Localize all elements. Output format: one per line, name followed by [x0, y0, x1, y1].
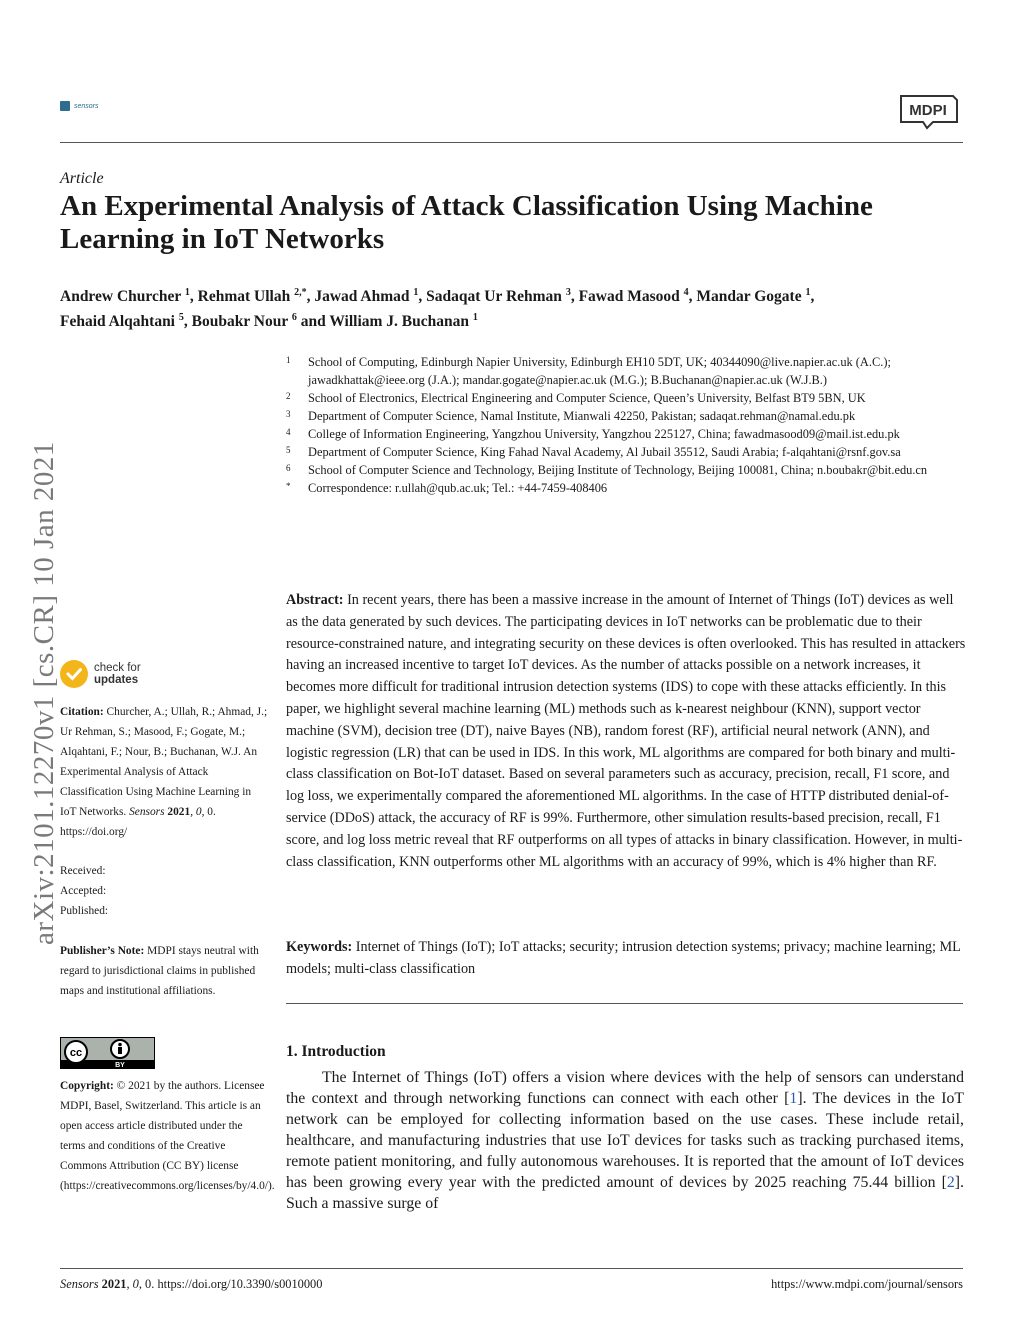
- affiliation-item: 3 Department of Computer Science, Namal Institute, Mianwali 42250, Pakistan; sadaqat.rehman@namal.edu.pk: [286, 409, 856, 423]
- citation-link[interactable]: 2: [946, 1174, 955, 1191]
- author: Sadaqat Ur Rehman $^3$,: [426, 287, 579, 306]
- footer-journal-link[interactable]: https://www.mdpi.com/journal/sensors: [771, 1277, 963, 1291]
- affiliation-item: 4 College of Information Engineering, Yangzhou University, Yangzhou 225127, China; fawadmasood09@mail.ist.edu.pk: [286, 427, 900, 441]
- citation-link[interactable]: 1: [789, 1090, 798, 1107]
- footer-divider: [60, 1268, 963, 1269]
- keywords-label: Keywords:: [286, 939, 353, 955]
- author: Boubakr Nour $^6$ and: [191, 312, 330, 331]
- cc-by-license-icon[interactable]: [60, 1037, 155, 1069]
- keywords-text: Internet of Things (IoT); IoT attacks; security; intrusion detection systems; privacy; machine learning; ML models; multi-class classification: [286, 939, 961, 977]
- dates-block: [60, 861, 270, 921]
- article-type: Article: [60, 170, 104, 187]
- abstract-text: In recent years, there has been a massive increase in the amount of Internet of Things (IoT) devices as well as the data generated by such devices. The participating devices in IoT networks can be problematic due to their resource-constrained nature, and integrating security on these devices is often overlooked. This has resulted in attackers having an increased incentive to target IoT devices. As the number of attacks possible on a network increases, it becomes more difficult for traditional intrusion detection systems (IDS) to cope with these attacks efficiently. In this paper, we highlight several machine learning (ML) methods such as k-nearest neighbour (KNN), support vector machine (SVM), decision tree (DT), naive Bayes (NB), random forest (RF), artificial neural network (ANN), and logistic regression (LR) that can be used in IDS. In this work, ML algorithms are compared for both binary and multi-class classification on Bot-IoT dataset. Based on several parameters such as accuracy, precision, recall, F1 score, and log loss, we experimentally compared the aforementioned ML algorithms. In the case of HTTP distributed denial-of-service (DDoS) attack, the accuracy of RF is 99%. Furthermore, other simulation results-based precision, recall, F1 score, and log loss metric reveal that RF outperforms on all types of attacks in binary classification. However, in multi-class classification, KNN outperforms other ML algorithms with an accuracy of 99%, which is 4% higher than RF.: [286, 592, 966, 870]
- keywords: [286, 937, 966, 981]
- paper-title: An Experimental Analysis of Attack Classification Using Machine Learning in IoT Networks: [60, 190, 873, 255]
- affiliation-item: 6 School of Computer Science and Technology, Beijing Institute of Technology, Beijing 100081, China; n.boubakr@bit.edu.cn: [286, 463, 928, 477]
- author: Jawad Ahmad $^1$,: [314, 287, 427, 306]
- mdpi-logo[interactable]: [893, 90, 961, 130]
- affiliation-item: 2 School of Electronics, Electrical Engineering and Computer Science, Queen’s University, Belfast BT9 5BN, UK: [286, 391, 866, 405]
- author: Fawad Masood $^4$,: [578, 287, 697, 306]
- correspondence: * Correspondence: r.ullah@qub.ac.uk; Tel.: +44-7459-408406: [286, 481, 608, 495]
- affiliation-item: 1 School of Computing, Edinburgh Napier University, Edinburgh EH10 5DT, UK; 40344090@live.napier.ac.uk (A.C.); jawadkhattak@ieee.org (J.A.); mandar.gogate@napier.ac.uk (M.G.); B.Buchanan@napier.ac.uk (W.J.B.): [286, 355, 891, 387]
- author: William J. Buchanan $^1$: [329, 312, 478, 331]
- abstract: [286, 590, 966, 873]
- header-divider: [60, 142, 963, 143]
- author: Andrew Churcher $^1$,: [60, 287, 198, 306]
- check-icon: [60, 660, 88, 688]
- journal-name: sensors: [74, 102, 99, 110]
- accepted-label: Accepted:: [60, 885, 107, 897]
- mdpi-logo-text: MDPI: [909, 102, 947, 119]
- svg-text:BY: BY: [115, 1062, 125, 1069]
- author-list: [60, 282, 960, 332]
- affiliation-item: 5 Department of Computer Science, King Fahad Naval Academy, Al Jubail 35512, Saudi Arabia; f-alqahtani@rsnf.gov.sa: [286, 445, 901, 459]
- section-heading: 1. Introduction: [286, 1043, 386, 1060]
- citation-block: Citation: Churcher, A.; Ullah, R.; Ahmad, J.; Ur Rehman, S.; Masood, F.; Gogate, M.; Alqahtani, F.; Nour, B.; Buchanan, W.J. An Experimental Analysis of Attack Classification Using Machine Learning in IoT Networks. Sensors 2021, 0, 0. https://doi.org/: [60, 706, 268, 838]
- abstract-label: Abstract:: [286, 592, 344, 608]
- section-divider: [286, 1003, 963, 1004]
- journal-logo[interactable]: [60, 101, 99, 111]
- footer-citation: Sensors 2021, 0, 0. https://doi.org/10.3390/s0010000: [60, 1277, 323, 1291]
- svg-text:cc: cc: [69, 1047, 83, 1059]
- check-for-updates-button[interactable]: check for updates: [60, 660, 141, 688]
- publisher-note: Publisher’s Note: MDPI stays neutral with regard to jurisdictional claims in published maps and institutional affiliations.: [60, 945, 259, 997]
- copyright-block: Copyright: © 2021 by the authors. Licensee MDPI, Basel, Switzerland. This article is an open access article distributed under the terms and conditions of the Creative Commons Attribution (CC BY) license (https://creativecommons.org/licenses/by/4.0/).: [60, 1080, 275, 1192]
- author: Rehmat Ullah $^{2,*}$,: [197, 287, 315, 306]
- author: Fehaid Alqahtani $^5$,: [60, 312, 192, 331]
- journal-logo-icon: [60, 101, 70, 111]
- published-label: Published:: [60, 905, 109, 917]
- author: Mandar Gogate $^1$,: [696, 287, 815, 306]
- received-label: Received:: [60, 865, 106, 877]
- arxiv-stamp: arXiv:2101.12270v1 [cs.CR] 10 Jan 2021: [28, 441, 60, 945]
- intro-paragraph: The Internet of Things (IoT) offers a vision where devices with the help of sensors can understand the context and through networking functions can connect with each other [1]. The devices in the IoT network can be employed for collecting information based on the use cases. These include retail, healthcare, and manufacturing industries that use IoT devices for tasks such as tracking purchased items, remote patient monitoring, and fully autonomous warehouses. It is reported that the amount of IoT devices has been growing every year with the predicted amount of devices by 2025 reaching 75.44 billion [2]. Such a massive surge of: [286, 1069, 965, 1212]
- affiliations: [286, 353, 976, 497]
